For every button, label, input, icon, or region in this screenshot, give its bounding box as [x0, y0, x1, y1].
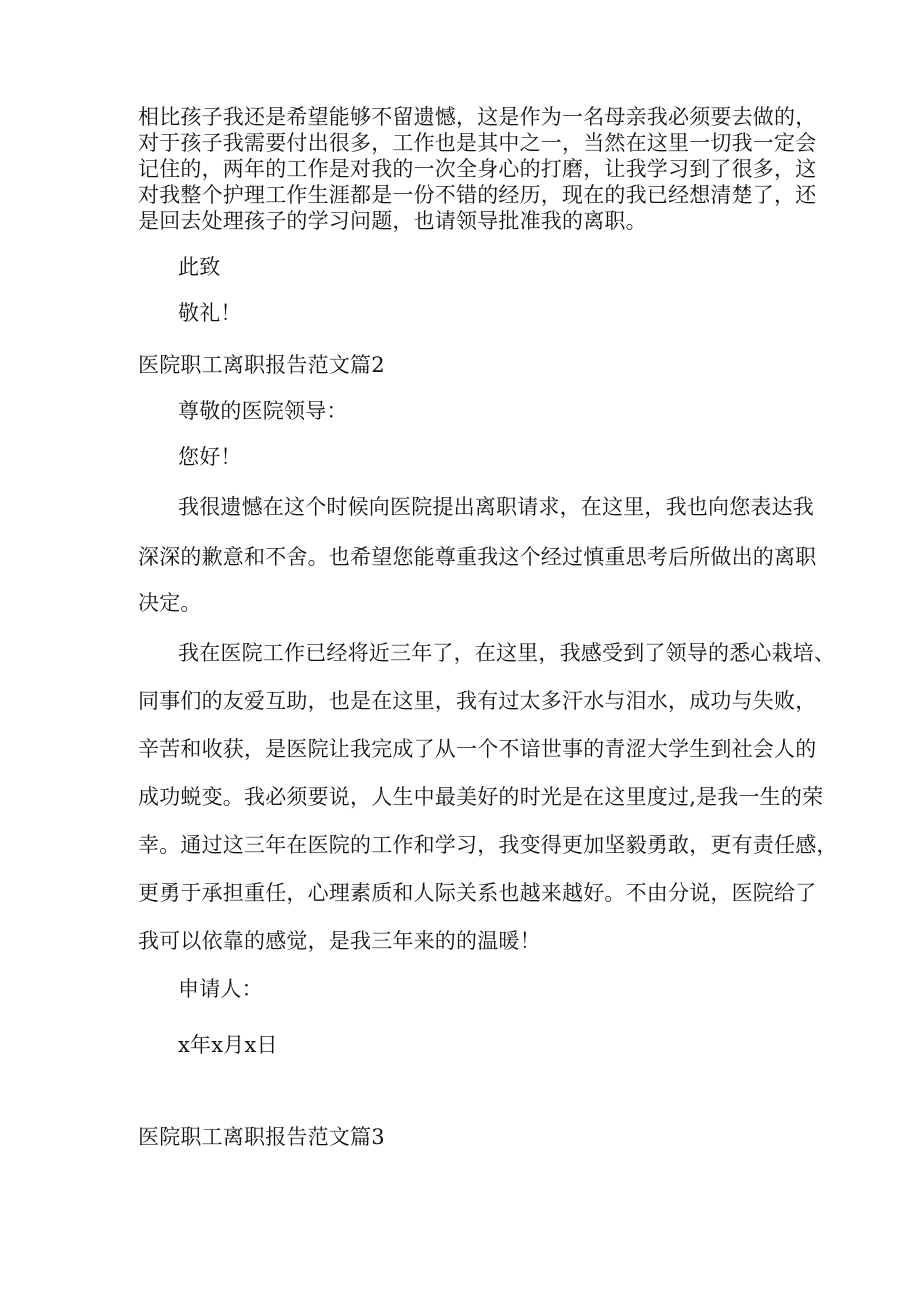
section-heading-2: 医院职工离职报告范文篇2: [138, 353, 385, 377]
text-line: 记住的，两年的工作是对我的一次全身心的打磨，让我学习到了很多，这: [138, 157, 817, 181]
date-line: x年x月x日: [178, 1033, 278, 1057]
text-line: 辛苦和收获，是医院让我完成了从一个不谙世事的青涩大学生到社会人的: [138, 737, 817, 761]
salutation: 尊敬的医院领导：: [178, 399, 348, 423]
text-line: 我可以依靠的感觉，是我三年来的的温暖！: [138, 929, 541, 953]
text-line: 决定。: [138, 591, 202, 615]
text-line: 对于孩子我需要付出很多，工作也是其中之一，当然在这里一切我一定会: [138, 131, 817, 155]
text-line: 相比孩子我还是希望能够不留遗憾，这是作为一名母亲我必须要去做的，: [138, 105, 817, 129]
text-line: 更勇于承担重任，心理素质和人际关系也越来越好。不由分说，医院给了: [138, 881, 817, 905]
closing-cizhi: 此致: [178, 255, 221, 279]
text-line: 我在医院工作已经将近三年了，在这里，我感受到了领导的悉心栽培、: [178, 641, 836, 665]
closing-jingli: 敬礼！: [178, 301, 242, 325]
text-line: 深深的歉意和不舍。也希望您能尊重我这个经过慎重思考后所做出的离职: [138, 545, 817, 569]
applicant-label: 申请人：: [178, 977, 263, 1001]
section-heading-3: 医院职工离职报告范文篇3: [138, 1125, 385, 1149]
text-line: 是回去处理孩子的学习问题，也请领导批准我的离职。: [138, 209, 647, 233]
greeting: 您好！: [178, 445, 242, 469]
text-line: 对我整个护理工作生涯都是一份不错的经历，现在的我已经想清楚了，还: [138, 183, 817, 207]
text-line: 幸。通过这三年在医院的工作和学习，我变得更加坚毅勇敢，更有责任感，: [138, 833, 838, 857]
text-line: 成功蜕变。我必须要说，人生中最美好的时光是在这里度过,是我一生的荣: [138, 785, 824, 809]
text-line: 同事们的友爱互助，也是在这里，我有过太多汗水与泪水，成功与失败，: [138, 689, 817, 713]
text-line: 我很遗憾在这个时候向医院提出离职请求，在这里，我也向您表达我: [178, 495, 814, 519]
